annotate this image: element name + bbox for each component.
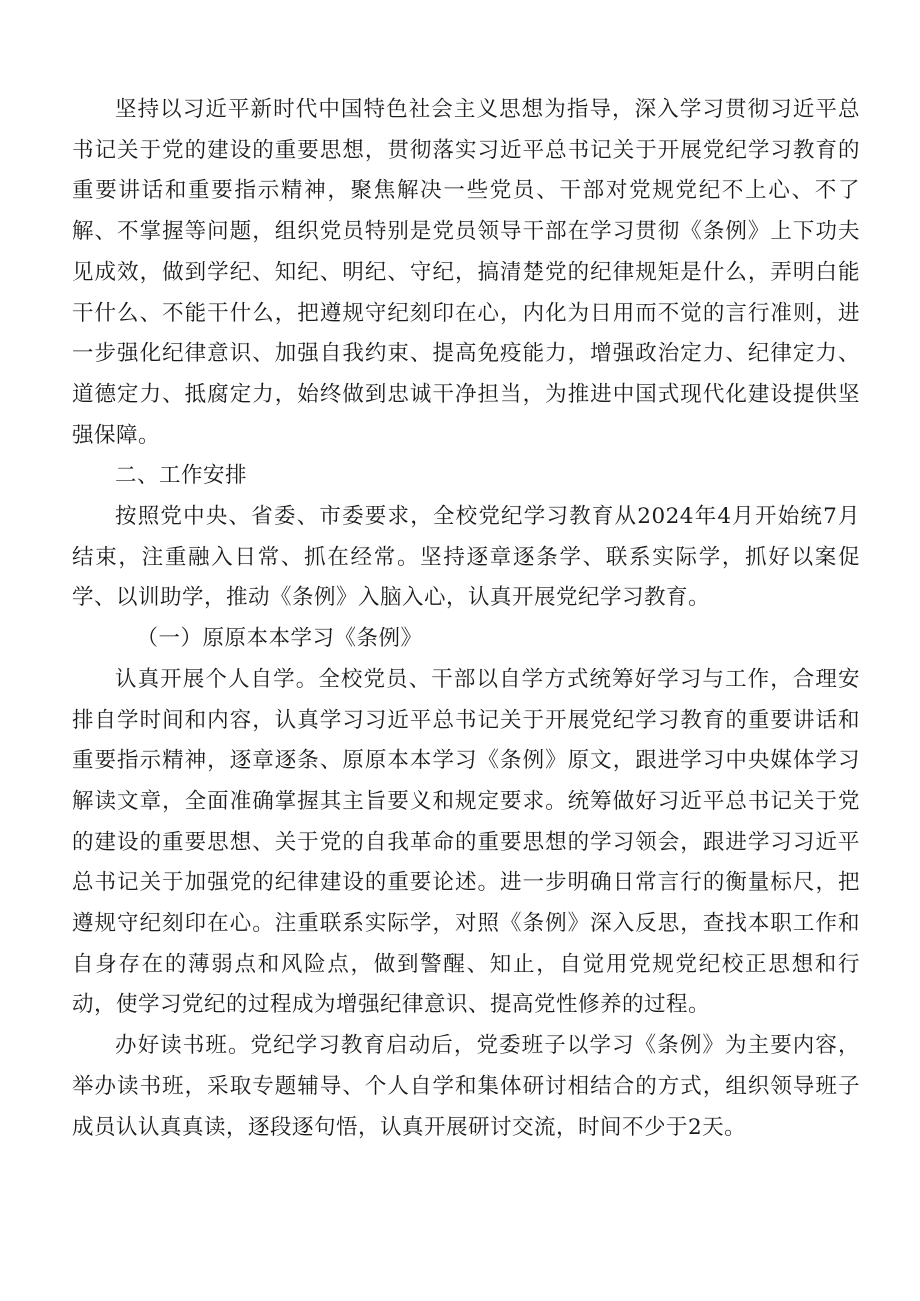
paragraph-self-study: 认真开展个人自学。全校党员、干部以自学方式统筹好学习与工作，合理安排自学时间和内容，认真学习习近平总书记关于开展党纪学习教育的重要讲话和重要指示精神，逐章逐条、原原本本学习《条例》原文，跟进学习中央媒体学习解读文章，全面准确掌握其主旨要义和规定要求。统筹做好习近平总书记关于党的建设的重要思想、关于党的自我革命的重要思想的学习领会，跟进学习习近平总书记关于加强党的纪律建设的重要论述。进一步明确日常言行的衡量标尺，把遵规守纪刻印在心。注重联系实际学，对照《条例》深入反思，查找本职工作和自身存在的薄弱点和风险点，做到警醒、知止，自觉用党规党纪校正思想和行动，使学习党纪的过程成为增强纪律意识、提高党性修养的过程。 <box>72 666 860 1018</box>
paragraph-reading-class: 办好读书班。党纪学习教育启动后，党委班子以学习《条例》为主要内容，举办读书班，采取专题辅导、个人自学和集体研讨相结合的方式，组织领导班子成员认认真真读，逐段逐句悟，认真开展研讨交流，时间不少于2天。 <box>72 1033 860 1140</box>
paragraph-work-arrangement: 按照党中央、省委、市委要求，全校党纪学习教育从2024年4月开始统7月结束，注重融入日常、抓在经常。坚持逐章逐条学、联系实际学，抓好以案促学、以训助学，推动《条例》入脑入心，认真开展党纪学习教育。 <box>72 504 860 611</box>
subsection-heading-study-regulations: （一）原原本本学习《条例》 <box>136 626 423 652</box>
paragraph-guiding-thought: 坚持以习近平新时代中国特色社会主义思想为指导，深入学习贯彻习近平总书记关于党的建设的重要思想，贯彻落实习近平总书记关于开展党纪学习教育的重要讲话和重要指示精神，聚焦解决一些党员、干部对党规党纪不上心、不了解、不掌握等问题，组织党员特别是党员领导干部在学习贯彻《条例》上下功夫见成效，做到学纪、知纪、明纪、守纪，搞清楚党的纪律规矩是什么，弄明白能干什么、不能干什么，把遵规守纪刻印在心，内化为日用而不觉的言行准则，进一步强化纪律意识、加强自我约束、提高免疫能力，增强政治定力、纪律定力、道德定力、抵腐定力，始终做到忠诚干净担当，为推进中国式现代化建设提供坚强保障。 <box>72 97 860 448</box>
section-heading-work-arrangement: 二、工作安排 <box>115 463 248 489</box>
